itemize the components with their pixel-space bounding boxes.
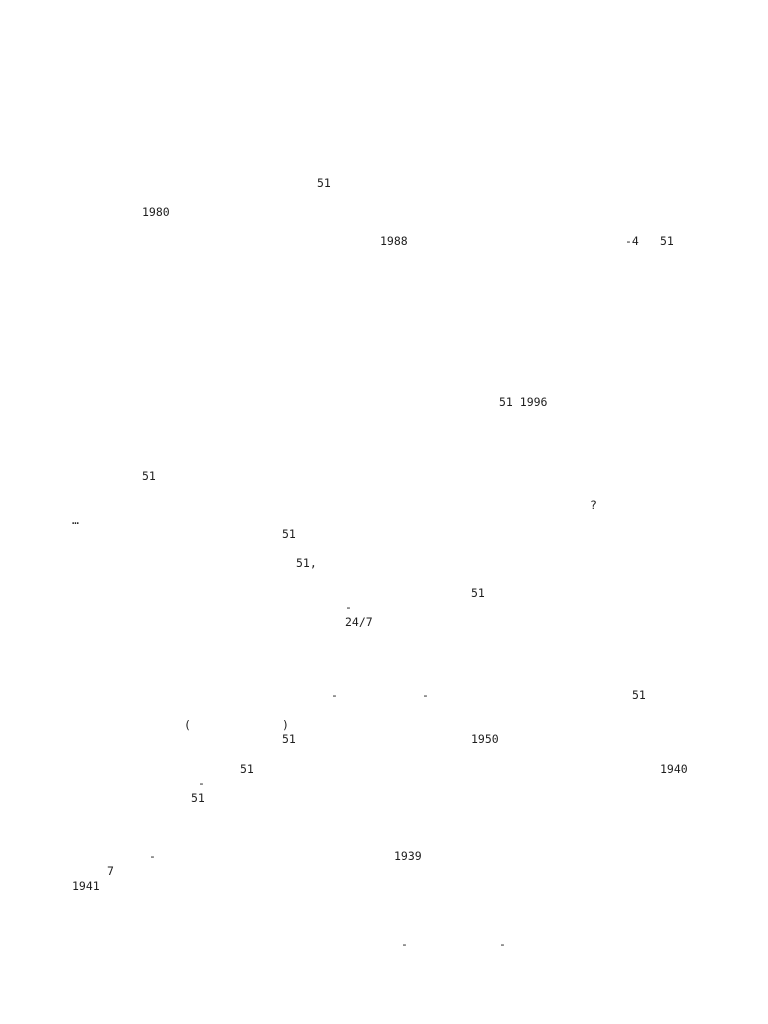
body-text-fragment: 51 [142,468,156,483]
body-text-fragment: 1980 [142,204,170,219]
body-text-fragment: 51 [191,790,205,805]
body-text-fragment: 1941 [72,878,100,893]
body-text-fragment: - [345,600,352,615]
body-text-fragment: - [149,849,156,864]
body-text-fragment: ) [282,717,289,732]
body-text-fragment: 51, [296,556,317,571]
body-text-fragment: - [331,688,338,703]
body-text-fragment: 51 [471,585,485,600]
body-text-fragment: 51 1996 [499,395,548,410]
body-text-fragment: 51 [660,234,674,249]
body-text-fragment: -4 [625,234,639,249]
body-text-fragment: 1940 [660,761,688,776]
body-text-fragment: … [72,512,79,527]
body-text-fragment: 51 [632,688,646,703]
body-text-fragment: ( [184,717,191,732]
body-text-fragment: 24/7 [345,615,373,630]
body-text-fragment: - [198,776,205,791]
body-text-fragment: 7 [107,864,114,879]
body-text-fragment: 51 [282,732,296,747]
body-text-fragment: - [499,937,506,952]
body-text-fragment: 1950 [471,732,499,747]
body-text-fragment: ? [590,497,597,512]
body-text-fragment: 51 [240,761,254,776]
body-text-fragment: 51 [317,175,331,190]
body-text-fragment: 1939 [394,849,422,864]
body-text-fragment: - [422,688,429,703]
body-text-fragment: 51 [282,527,296,542]
body-text-fragment: 1988 [380,234,408,249]
body-text-fragment: - [401,937,408,952]
